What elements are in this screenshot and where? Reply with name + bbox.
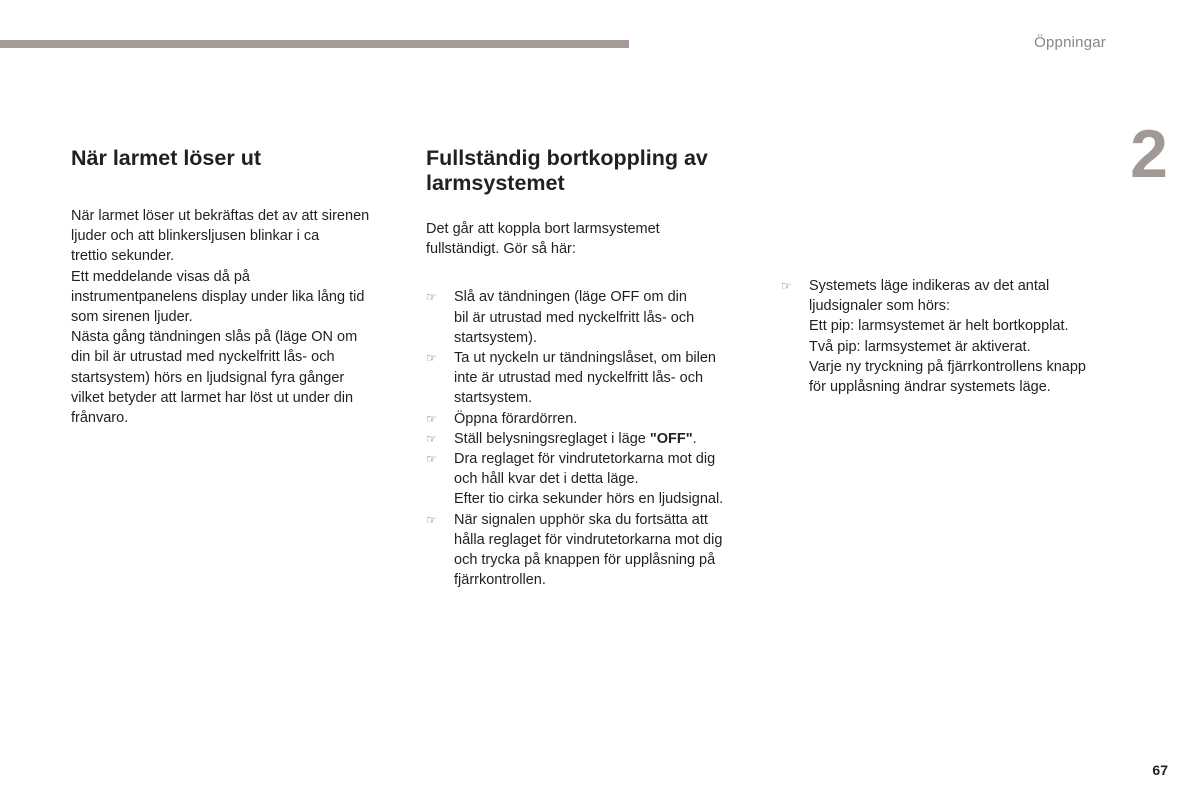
- text-line: fjärrkontrollen.: [454, 572, 546, 589]
- text-line: startsystem.: [454, 390, 533, 407]
- alarm-triggered-text: [71, 206, 401, 428]
- text-line: fullständigt. Gör så här:: [426, 241, 576, 258]
- column-alarm-triggered: [71, 146, 401, 428]
- text-line: När signalen upphör ska du fortsätta att: [454, 511, 708, 528]
- pointing-hand-icon: ☞: [426, 290, 437, 305]
- header-bar: [0, 40, 629, 48]
- section-title-alarm-triggered: När larmet löser ut: [71, 146, 261, 170]
- pointing-hand-icon: ☞: [426, 431, 437, 446]
- text-line: bil är utrustad med nyckelfritt lås- och: [454, 309, 695, 326]
- off-value: "OFF": [649, 430, 693, 447]
- list-item: [426, 449, 756, 510]
- text-line: Öppna förardörren.: [454, 410, 578, 427]
- text-line: Varje ny tryckning på fjärrkontrollens knapp: [809, 358, 1086, 375]
- pointing-hand-icon: ☞: [426, 452, 437, 467]
- text-line: ljuder och att blinkersljusen blinkar i ca: [71, 228, 320, 245]
- text-line: Två pip: larmsystemet är aktiverat.: [809, 338, 1031, 355]
- text-line: Efter tio cirka sekunder hörs en ljudsignal.: [454, 491, 724, 508]
- section-label: Öppningar: [1034, 34, 1106, 51]
- list-item: [426, 287, 756, 348]
- text-line: Dra reglaget för vindrutetorkarna mot dig: [454, 451, 716, 468]
- pointing-hand-icon: ☞: [426, 411, 437, 426]
- text-line: trettio sekunder.: [71, 248, 175, 265]
- text-line: startsystem) hörs en ljudsignal fyra gånger: [71, 369, 345, 386]
- text-line: När larmet löser ut bekräftas det av att sirenen: [71, 208, 370, 224]
- text-line: Ett meddelande visas då på: [71, 268, 250, 285]
- pointing-hand-icon: ☞: [781, 279, 792, 293]
- text-line: och håll kvar det i detta läge.: [454, 471, 639, 488]
- pointing-hand-icon: ☞: [426, 512, 437, 527]
- text-line: din bil är utrustad med nyckelfritt lås- och: [71, 349, 335, 366]
- text-line: Det går att koppla bort larmsystemet: [426, 221, 660, 237]
- text-line: Nästa gång tändningen slås på (läge ON om: [71, 329, 358, 346]
- text-line: för upplåsning ändrar systemets läge.: [809, 379, 1051, 396]
- list-item: [426, 348, 756, 409]
- text-line: vilket betyder att larmet har löst ut under din: [71, 389, 354, 406]
- text-line: instrumentpanelens display under lika lång tid: [71, 288, 365, 305]
- text-line: Ta ut nyckeln ur tändningslåset, om bilen: [454, 350, 716, 367]
- text-line: och trycka på knappen för upplåsning på: [454, 552, 716, 569]
- chapter-number: 2: [1130, 116, 1168, 192]
- intro-text: [426, 219, 756, 259]
- pointing-hand-icon: ☞: [426, 351, 437, 366]
- text-line: startsystem).: [454, 329, 537, 346]
- list-item: [426, 510, 756, 591]
- text-line: Systemets läge indikeras av det antal: [809, 278, 1050, 294]
- title-line: larmsystemet: [426, 171, 565, 195]
- text-line: Slå av tändningen (läge OFF om din: [454, 289, 687, 306]
- column-system-state: [781, 276, 1121, 397]
- text-line: ljudsignaler som hörs:: [809, 298, 951, 315]
- text-line: Ett pip: larmsystemet är helt bortkopplat.: [809, 318, 1069, 335]
- text-line: inte är utrustad med nyckelfritt lås- och: [454, 370, 704, 387]
- text-line: [454, 429, 756, 449]
- steps-list: [781, 276, 1121, 397]
- list-item: [426, 409, 756, 429]
- column-full-disconnect: [426, 146, 756, 590]
- text-suffix: .: [692, 430, 697, 447]
- section-title-full-disconnect: [426, 146, 756, 196]
- list-item: [426, 429, 756, 449]
- text-line: som sirenen ljuder.: [71, 309, 193, 326]
- list-item: [781, 276, 1121, 397]
- steps-list: [426, 287, 756, 590]
- text-line: frånvaro.: [71, 410, 129, 427]
- page-number: 67: [1152, 762, 1168, 778]
- title-line: Fullständig bortkoppling av: [426, 146, 708, 170]
- text-line: hålla reglaget för vindrutetorkarna mot dig: [454, 531, 723, 548]
- text-prefix: Ställ belysningsreglaget i läge: [454, 430, 650, 447]
